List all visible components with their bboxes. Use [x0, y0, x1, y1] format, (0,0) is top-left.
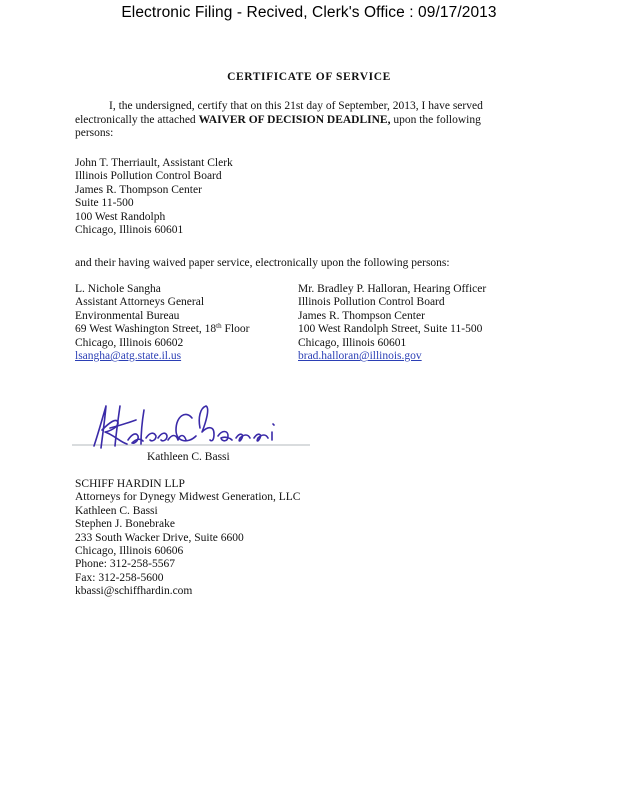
hearing-officer-city: Chicago, Illinois 60601 [298, 336, 407, 349]
recipient-street-floor: Floor [221, 323, 250, 336]
clerk-street: 100 West Randolph [75, 210, 166, 223]
firm-fax: Fax: 312-258-5600 [75, 571, 164, 584]
firm-signature-block [75, 478, 300, 599]
certification-text-end: upon the following persons: [75, 113, 481, 140]
clerk-organization: Illinois Pollution Control Board [75, 170, 222, 183]
clerk-building: James R. Thompson Center [75, 183, 202, 196]
recipient-street-main: 69 West Washington Street, 18 [75, 323, 217, 336]
firm-phone: Phone: 312-258-5567 [75, 558, 175, 571]
firm-name: SCHIFF HARDIN LLP [75, 478, 185, 490]
recipient-title: Assistant Attorneys General [75, 296, 205, 309]
filing-stamp: Electronic Filing - Recived, Clerk's Office : 09/17/2013 [121, 4, 497, 21]
firm-attorney-1: Kathleen C. Bassi [75, 504, 158, 517]
certification-paragraph [75, 100, 515, 141]
clerk-address [75, 157, 233, 237]
service-recipient-right [298, 283, 486, 363]
clerk-name: John T. Therriault, Assistant Clerk [75, 157, 233, 169]
firm-street: 233 South Wacker Drive, Suite 6600 [75, 531, 244, 544]
clerk-city: Chicago, Illinois 60601 [75, 224, 184, 237]
firm-email: kbassi@schiffhardin.com [75, 585, 193, 598]
document-title: CERTIFICATE OF SERVICE [227, 71, 391, 83]
recipient-city: Chicago, Illinois 60602 [75, 336, 184, 349]
firm-city: Chicago, Illinois 60606 [75, 545, 184, 558]
hearing-officer-building: James R. Thompson Center [298, 309, 425, 322]
signatory-printed-name: Kathleen C. Bassi [147, 451, 230, 463]
recipient-street [75, 323, 249, 336]
hearing-officer-org: Illinois Pollution Control Board [298, 296, 445, 309]
ordinal-suffix: th [216, 322, 222, 331]
handwritten-signature [72, 398, 312, 456]
waived-service-text: and their having waived paper service, electronically upon the following persons: [75, 257, 450, 269]
certification-text-start: I, the undersigned, certify that on this 21st day of September, 2013, I have served electronically the attached [75, 100, 483, 126]
recipient-name: L. Nichole Sangha [75, 283, 161, 295]
firm-attorney-2: Stephen J. Bonebrake [75, 518, 175, 531]
recipient-email-link[interactable]: lsangha@atg.state.il.us [75, 350, 182, 363]
firm-client: Attorneys for Dynegy Midwest Generation, LLC [75, 491, 301, 504]
service-recipient-left [75, 283, 249, 363]
served-document-title: WAIVER OF DECISION DEADLINE, [198, 113, 391, 126]
hearing-officer-street: 100 West Randolph Street, Suite 11-500 [298, 323, 483, 336]
clerk-suite: Suite 11-500 [75, 197, 134, 210]
hearing-officer-name: Mr. Bradley P. Halloran, Hearing Officer [298, 283, 487, 295]
hearing-officer-email-link[interactable]: brad.halloran@illinois.gov [298, 350, 422, 363]
recipient-bureau: Environmental Bureau [75, 309, 180, 322]
